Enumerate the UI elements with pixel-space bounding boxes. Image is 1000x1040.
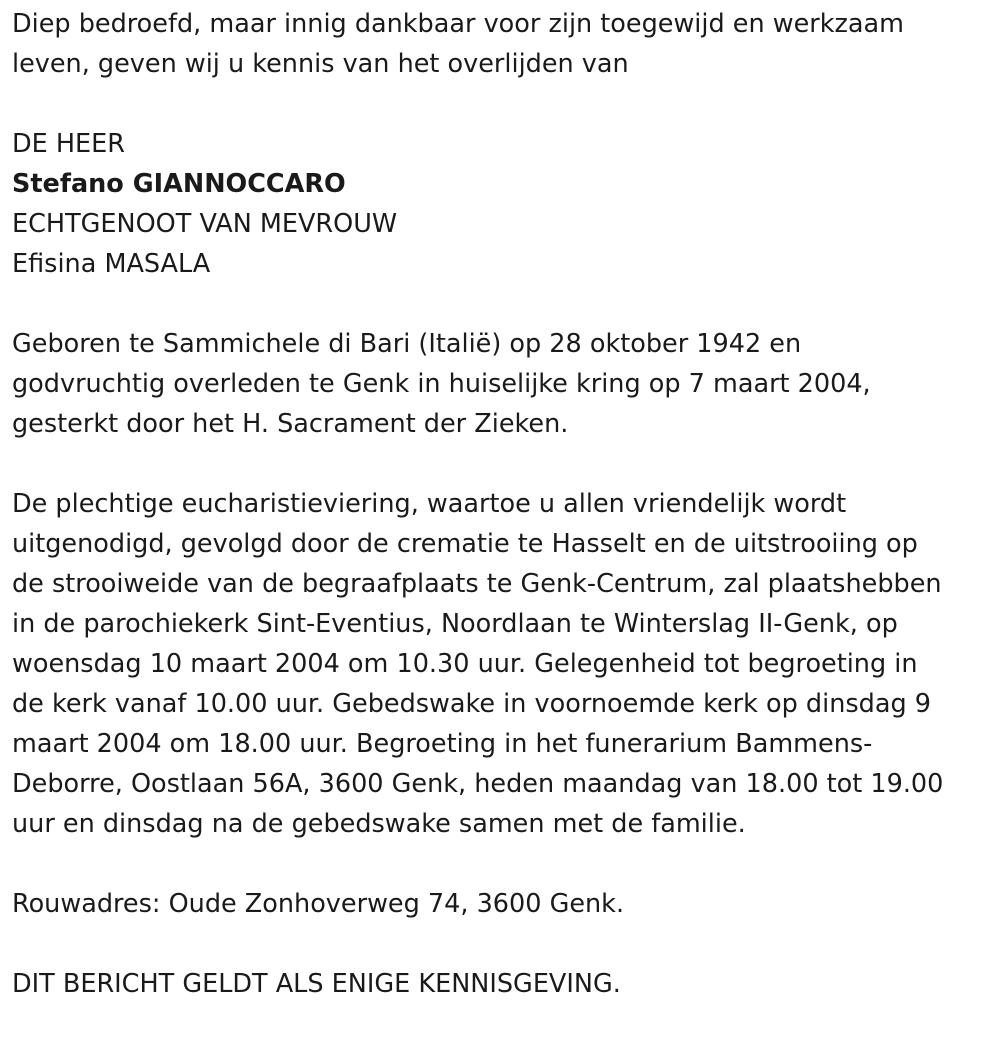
- intro-line: Diep bedroefd, maar innig dankbaar voor zijn toegewijd en werkzaam: [12, 9, 905, 39]
- address-paragraph: [12, 884, 992, 924]
- intro-line: leven, geven wij u kennis van het overlijden van: [12, 49, 629, 79]
- honorific-title: DE HEER: [12, 129, 125, 159]
- spouse-name: Efisina MASALA: [12, 249, 211, 279]
- ceremony-line: De plechtige eucharistieviering, waartoe u allen vriendelijk wordt: [12, 489, 847, 519]
- ceremony-line: woensdag 10 maart 2004 om 10.30 uur. Gelegenheid tot begroeting in: [12, 649, 918, 679]
- spacer: [12, 924, 992, 964]
- birth-death-line: godvruchtig overleden te Genk in huiselijke kring op 7 maart 2004,: [12, 369, 871, 399]
- ceremony-line: Deborre, Oostlaan 56A, 3600 Genk, heden maandag van 18.00 tot 19.00: [12, 769, 944, 799]
- ceremony-line: de kerk vanaf 10.00 uur. Gebedswake in voornoemde kerk op dinsdag 9: [12, 689, 931, 719]
- deceased-name: Stefano GIANNOCCARO: [12, 169, 346, 199]
- notice-paragraph: [12, 964, 992, 1004]
- ceremony-line: in de parochiekerk Sint-Eventius, Noordlaan te Winterslag II-Genk, op: [12, 609, 898, 639]
- birth-death-line: gesterkt door het H. Sacrament der Zieken.: [12, 409, 569, 439]
- spacer: [12, 844, 992, 884]
- ceremony-line: uitgenodigd, gevolgd door de crematie te Hasselt en de uitstrooiing op: [12, 529, 918, 559]
- sole-notice-statement: DIT BERICHT GELDT ALS ENIGE KENNISGEVING.: [12, 969, 621, 999]
- spacer: [12, 284, 992, 324]
- ceremony-line: uur en dinsdag na de gebedswake samen met de familie.: [12, 809, 746, 839]
- intro-paragraph: [12, 4, 992, 84]
- birth-death-paragraph: [12, 324, 992, 444]
- ceremony-line: maart 2004 om 18.00 uur. Begroeting in het funerarium Bammens-: [12, 729, 873, 759]
- spacer: [12, 84, 992, 124]
- mourning-address: Rouwadres: Oude Zonhoverweg 74, 3600 Genk.: [12, 889, 625, 919]
- birth-death-line: Geboren te Sammichele di Bari (Italië) op 28 oktober 1942 en: [12, 329, 802, 359]
- obituary-notice: [12, 4, 992, 1004]
- relation-label: ECHTGENOOT VAN MEVROUW: [12, 209, 398, 239]
- spacer: [12, 444, 992, 484]
- deceased-block: [12, 124, 992, 284]
- ceremony-paragraph: [12, 484, 992, 844]
- ceremony-line: de strooiweide van de begraafplaats te Genk-Centrum, zal plaatshebben: [12, 569, 942, 599]
